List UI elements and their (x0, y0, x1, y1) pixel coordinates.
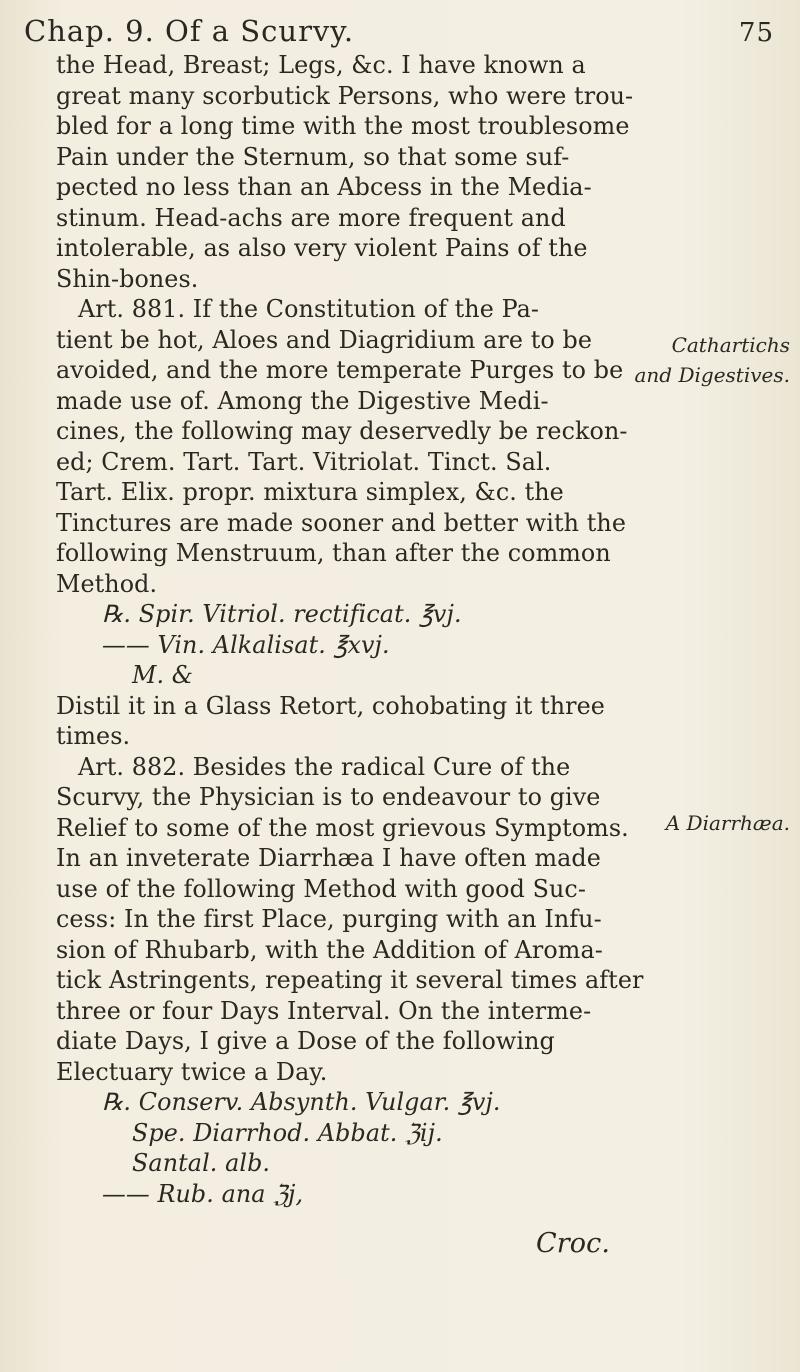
catchword: Croc. (536, 1228, 611, 1259)
text-line: the Head, Breast; Legs, &c. I have known a (56, 51, 586, 79)
header-title: Chap. 9. Of a Scurvy. (24, 14, 355, 48)
text-line: diate Days, I give a Dose of the following (56, 1027, 555, 1055)
recipe-line: M. & (132, 661, 194, 689)
text-line: Pain under the Sternum, so that some suf- (56, 142, 570, 171)
text-line: following Menstruum, than after the common (56, 539, 611, 567)
text-line: sion of Rhubarb, with the Addition of Aroma- (56, 935, 603, 964)
text-line: Shin-bones. (56, 264, 199, 293)
text-line: Scurvy, the Physician is to endeavour to give (56, 783, 601, 811)
text-line: tick Astringents, repeating it several times after (56, 966, 644, 994)
margin-note-digestives: and Digestives. (634, 363, 790, 387)
text-line: ed; Crem. Tart. Tart. Vitriolat. Tinct. Sal. (56, 447, 552, 476)
recipe-line: Spe. Diarrhod. Abbat. ℨij. (132, 1118, 443, 1147)
article-heading: Art. 881. If the Constitution of the Pa- (78, 295, 540, 323)
text-line: cines, the following may deservedly be reckon- (56, 417, 628, 445)
text-line: Relief to some of the most grievous Symptoms. (56, 813, 629, 842)
text-line: In an inveterate Diarrhæa I have often made (56, 844, 601, 872)
text-line: three or four Days Interval. On the interme- (56, 996, 592, 1025)
text-line: cess: In the first Place, purging with an Infu- (56, 905, 602, 933)
text-line: great many scorbutick Persons, who were trou- (56, 81, 634, 110)
recipe-line: ℞. Spir. Vitriol. rectificat. ℥vj. (102, 600, 462, 628)
text-line: stinum. Head-achs are more frequent and (56, 203, 566, 232)
text-line: tient be hot, Aloes and Diagridium are to be (56, 325, 593, 354)
margin-note-cathartics: Cathartichs (671, 333, 790, 357)
text-line: bled for a long time with the most troublesome (56, 112, 630, 140)
margin-note-diarrhaea: A Diarrhæa. (665, 811, 790, 835)
recipe-line: Santal. alb. (132, 1149, 271, 1177)
text-line: Method. (56, 569, 158, 598)
text-line: times. (56, 722, 131, 750)
text-line: pected no less than an Abcess in the Media- (56, 173, 592, 201)
article-heading: Art. 882. Besides the radical Cure of the (78, 752, 571, 781)
text-line: made use of. Among the Digestive Medi- (56, 386, 549, 415)
page-number: 75 (738, 18, 774, 48)
text-line: Electuary twice a Day. (56, 1057, 328, 1086)
text-line: Tart. Elix. propr. mixtura simplex, &c. the (56, 478, 564, 506)
text-line: use of the following Method with good Suc- (56, 874, 586, 903)
text-line: avoided, and the more temperate Purges to be (56, 356, 624, 384)
body-text (56, 50, 686, 1260)
recipe-line: —— Rub. ana ℨj, (102, 1179, 304, 1208)
text-line: Tinctures are made sooner and better with the (56, 508, 627, 537)
text-line: Distil it in a Glass Retort, cohobating it three (56, 691, 605, 720)
recipe-line: ℞. Conserv. Absynth. Vulgar. ℥vj. (102, 1088, 501, 1116)
recipe-line: —— Vin. Alkalisat. ℥xvj. (102, 630, 390, 659)
running-header (24, 8, 774, 52)
text-line: intolerable, as also very violent Pains of the (56, 234, 588, 262)
